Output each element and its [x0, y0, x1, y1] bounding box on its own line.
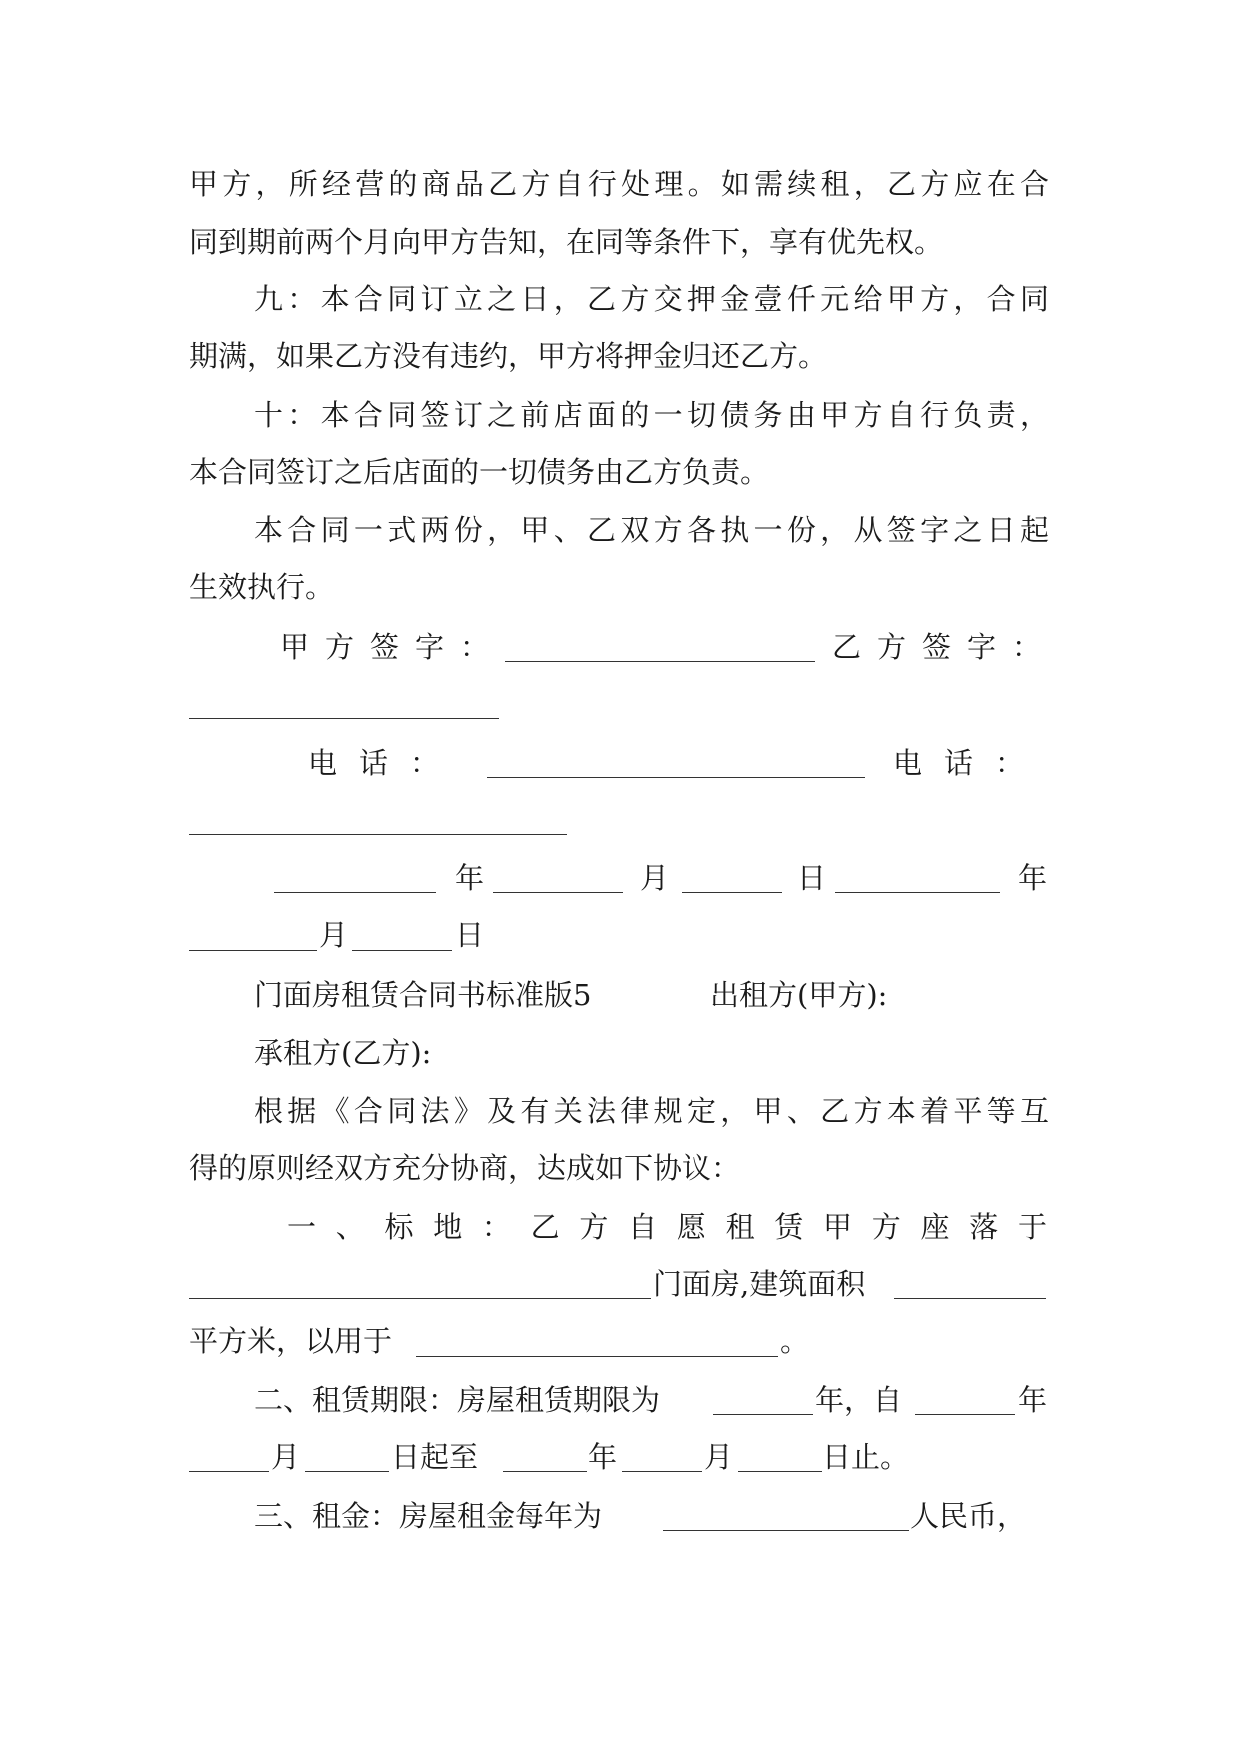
party-a-sign-field[interactable] — [505, 661, 815, 662]
party-a-sign-label: 甲方签字： — [280, 630, 506, 664]
phone-a-label: 电话： — [308, 746, 462, 780]
phone-a-field[interactable] — [487, 777, 865, 778]
end-year-label: 年 — [588, 1440, 618, 1474]
intro-line: 得的原则经双方充分协商，达成如下协议： — [189, 1151, 741, 1185]
start-month-label: 月 — [271, 1440, 301, 1474]
date-a-year-label: 年 — [455, 861, 485, 895]
end-month-field[interactable] — [622, 1471, 702, 1472]
usage-field[interactable] — [416, 1356, 778, 1357]
date-b-month-label: 月 — [319, 918, 349, 952]
clause-two-from-label: 年，自 — [815, 1383, 903, 1417]
date-b-year-label: 年 — [1018, 861, 1048, 895]
lessee-label: 承租方(乙方): — [254, 1036, 432, 1070]
date-a-day-field[interactable] — [682, 892, 782, 893]
lease-years-field[interactable] — [713, 1414, 813, 1415]
rent-field[interactable] — [663, 1530, 909, 1531]
end-day-field[interactable] — [738, 1471, 822, 1472]
clause-one-area-label: 门面房,建筑面积 — [653, 1267, 866, 1301]
paragraph-line: 甲方，所经营的商品乙方自行处理。如需续租，乙方应在合 — [189, 167, 1049, 201]
clause-ten-line: 本合同签订之后店面的一切债务由乙方负责。 — [189, 455, 770, 489]
clause-nine-line: 期满，如果乙方没有违约，甲方将押金归还乙方。 — [189, 339, 828, 373]
end-year-field[interactable] — [503, 1471, 587, 1472]
clause-ten-line: 十：本合同签订之前店面的一切债务由甲方自行负责， — [254, 398, 1049, 432]
date-b-year-field[interactable] — [835, 892, 1000, 893]
date-a-month-label: 月 — [640, 861, 670, 895]
phone-b-label: 电话： — [893, 746, 1047, 780]
date-a-day-label: 日 — [797, 861, 827, 895]
clause-nine-line: 九：本合同订立之日，乙方交押金壹仟元给甲方，合同 — [254, 282, 1049, 316]
contract-title: 门面房租赁合同书标准版5 — [254, 978, 592, 1012]
start-year-field[interactable] — [915, 1414, 1015, 1415]
clause-one-use-label: 平方米，以用于 — [189, 1324, 393, 1358]
date-a-year-field[interactable] — [274, 892, 436, 893]
location-field[interactable] — [189, 1298, 651, 1299]
end-day-label: 日止。 — [822, 1440, 910, 1474]
start-day-field[interactable] — [305, 1471, 389, 1472]
currency-label: 人民币， — [910, 1499, 1027, 1533]
phone-b-field[interactable] — [189, 834, 567, 835]
start-month-field[interactable] — [189, 1471, 269, 1472]
clause-three-label: 三、租金：房屋租金每年为 — [254, 1499, 603, 1533]
copies-line: 生效执行。 — [189, 570, 335, 604]
date-b-day-field[interactable] — [352, 950, 452, 951]
date-a-month-field[interactable] — [493, 892, 623, 893]
end-month-label: 月 — [704, 1440, 734, 1474]
area-field[interactable] — [894, 1298, 1046, 1299]
party-b-sign-field[interactable] — [189, 718, 499, 719]
clause-one-line: 一、标地：乙方自愿租赁甲方座落于 — [287, 1210, 1047, 1244]
start-year-label: 年 — [1018, 1383, 1048, 1417]
lessor-label: 出租方(甲方): — [710, 978, 888, 1012]
party-b-sign-label: 乙方签字： — [832, 630, 1058, 664]
date-b-day-label: 日 — [455, 918, 485, 952]
clause-one-end: 。 — [780, 1324, 810, 1358]
date-b-month-field[interactable] — [189, 950, 317, 951]
copies-line: 本合同一式两份，甲、乙双方各执一份，从签字之日起 — [254, 513, 1049, 547]
clause-two-label: 二、租赁期限：房屋租赁期限为 — [254, 1383, 661, 1417]
intro-line: 根据《合同法》及有关法律规定，甲、乙方本着平等互 — [254, 1094, 1049, 1128]
until-label: 日起至 — [391, 1440, 479, 1474]
paragraph-line: 同到期前两个月向甲方告知，在同等条件下，享有优先权。 — [189, 225, 944, 259]
